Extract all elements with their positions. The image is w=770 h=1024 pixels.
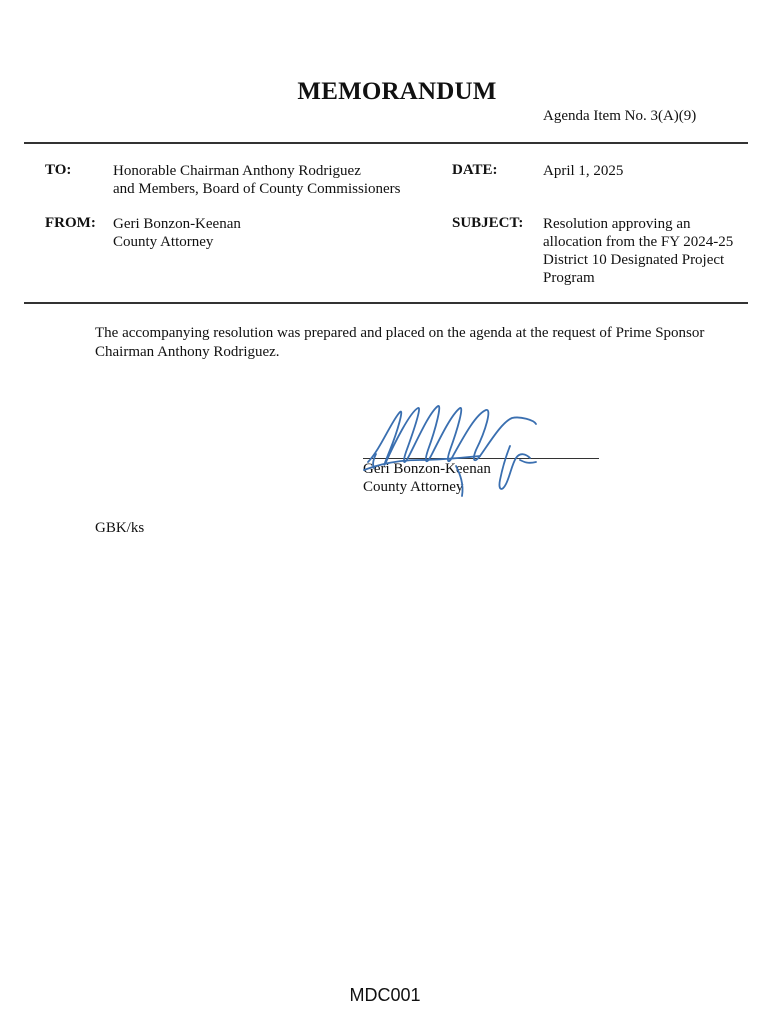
signer-name: Geri Bonzon-Keenan [363, 461, 491, 477]
typist-initials: GBK/ks [95, 520, 145, 536]
agenda-item-number: Agenda Item No. 3(A)(9) [543, 108, 697, 124]
subject-text [543, 215, 733, 287]
subject-line-4: Program [543, 270, 595, 286]
to-label: TO: [45, 162, 72, 178]
subject-line-2: allocation from the FY 2024-25 [543, 234, 734, 250]
header-divider-top [24, 142, 748, 144]
date-value: April 1, 2025 [543, 163, 624, 179]
body-line-2: Chairman Anthony Rodriguez. [95, 344, 280, 360]
body-line-1: The accompanying resolution was prepared and placed on the agenda at the request of Prime Sponsor [95, 325, 705, 341]
to-recipients [113, 162, 400, 198]
subject-line-1: Resolution approving an [543, 216, 691, 232]
header-divider-bottom [24, 302, 748, 304]
from-line-2: County Attorney [113, 234, 214, 250]
to-line-2: and Members, Board of County Commissioners [113, 181, 401, 197]
signer-title: County Attorney [363, 479, 464, 495]
from-sender [113, 215, 241, 251]
document-code: MDC001 [349, 985, 421, 1005]
handwritten-signature [360, 400, 550, 505]
subject-label: SUBJECT: [452, 215, 524, 231]
to-line-1: Honorable Chairman Anthony Rodriguez [113, 163, 361, 179]
from-line-1: Geri Bonzon-Keenan [113, 216, 241, 232]
date-label: DATE: [452, 162, 498, 178]
memo-body-paragraph [95, 324, 735, 362]
subject-line-3: District 10 Designated Project [543, 252, 725, 268]
from-label: FROM: [45, 215, 96, 231]
memo-title: MEMORANDUM [297, 78, 497, 105]
